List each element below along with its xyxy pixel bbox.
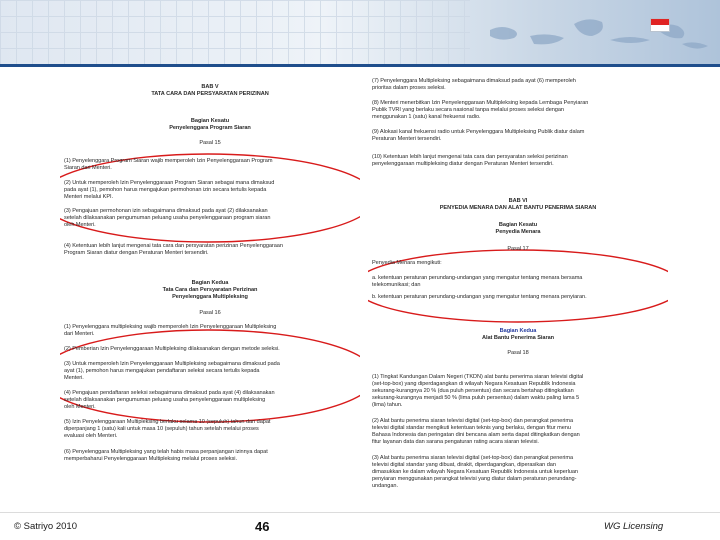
- document-line: televisi digital standar yang dibuat, dirakit, diperdagangkan, diperasikan dan: [372, 462, 556, 468]
- document-page-right: [368, 74, 668, 506]
- document-line: Pasal 18: [507, 350, 529, 356]
- document-line: menggunakan 1 (satu) kanal frekuensi radio.: [372, 114, 481, 120]
- document-line: Menteri.: [64, 375, 84, 381]
- footer-section-label: WG Licensing: [604, 521, 664, 532]
- document-line: undangan.: [372, 483, 398, 489]
- document-line: Menteri melalui KPI.: [64, 194, 114, 200]
- document-line: setelah dilaksanakan pengumuman peluang usaha penyelenggaraan multipleksing: [64, 397, 266, 403]
- document-line: (1) Tingkat Kandungan Dalam Negeri (TKDN) alat bantu penerima siaran televisi digital: [372, 374, 584, 380]
- document-line: BAB V: [201, 84, 219, 90]
- document-line: ayat (1), pemohon harus mengajukan pendaftaran seleksi secara tertulis kepada: [64, 368, 260, 374]
- document-line: fitur layanan data dan sarana pengaturan rating acara siaran televisi.: [372, 439, 539, 445]
- document-line: (lima) tahun.: [372, 402, 403, 408]
- document-line: Tata Cara dan Persyaratan Perizinan: [162, 287, 258, 293]
- document-line: oleh Menteri.: [64, 404, 96, 410]
- document-line: Penyelenggara Program Siaran: [169, 125, 251, 131]
- document-line: Pasal 15: [199, 140, 221, 146]
- document-line: (3) Pengajuan permohonan izin sebagaimana dimaksud pada ayat (2) dilaksanakan: [64, 208, 268, 214]
- document-line: sekurang-kurangnya menjadi 50 % (lima puluh persentus) dalam waktu paling lama 5: [372, 395, 580, 401]
- document-line: evaluasi oleh Menteri.: [64, 433, 118, 439]
- document-line: (2) Untuk memperoleh Izin Penyelenggaraan Program Siaran sebagai mana dimaksud: [64, 180, 275, 186]
- document-line: Bagian Kedua: [191, 280, 229, 286]
- document-line: Publik TVRI yang berlaku secara nasional tanpa melalui proses seleksi dengan: [372, 107, 564, 113]
- document-line: (2) Pemberian Izin Penyelenggaraan Multipleksing dilaksanakan dengan metode seleksi.: [64, 346, 280, 352]
- page-number: 46: [255, 519, 270, 534]
- document-line: Penyelenggara Multipleksing: [172, 294, 248, 300]
- document-line: (3) Untuk memperoleh Izin Penyelenggaraan Multipleksing sebagaimana dimaksud pada: [64, 361, 280, 367]
- document-line: BAB VI: [508, 198, 528, 204]
- document-line: (4) Pengajuan pendaftaran seleksi sebagaimana dimaksud pada ayat (4) dilaksanakan: [64, 390, 275, 396]
- document-line: (8) Menteri menerbitkan Izin Penyelenggaraan Multipleksing kepada Lembaga Penyiaran: [372, 100, 589, 106]
- document-line: memperbaharui Penyelenggaraan Multipleksing melalui proses seleksi.: [64, 456, 237, 462]
- document-line: (1) Penyelenggara Program Siaran wajib memperoleh Izin Penyelenggaraan Program: [64, 158, 273, 164]
- document-line: oleh Menteri.: [64, 222, 96, 228]
- document-page-left: [60, 74, 360, 506]
- document-line: Penyedia Menara: [495, 229, 541, 235]
- document-line: Alat Bantu Penerima Siaran: [481, 335, 555, 341]
- document-line: Siaran dari Menteri.: [64, 165, 112, 171]
- document-line: (set-top-box) yang diperdagangkan di wilayah Negara Kesatuan Republik Indonesia: [372, 381, 576, 387]
- annotation-ellipse-pasal16: [60, 330, 360, 422]
- document-line: Bagian Kedua: [499, 328, 537, 334]
- document-line: telekomunikasi; dan: [372, 282, 421, 288]
- document-line: (3) Alat bantu penerima siaran televisi digital (set-top-box) dan perangkat penerima: [372, 455, 574, 461]
- document-line: (5) Izin Penyelenggaraan Multipleksing berlaku selama 10 (sepuluh) tahun dan dapat: [64, 419, 271, 425]
- document-line: penyiaran menggunakan perangkat televisi yang diatur dalam peraturan perundang-: [372, 476, 577, 482]
- document-line: pada ayat (1), pemohon harus mengajukan permohonan izin secara tertulis kepada: [64, 187, 267, 193]
- document-line: (2) Alat bantu penerima siaran televisi digital (set-top-box) dan perangkat penerima: [372, 418, 574, 424]
- document-line: Peraturan Menteri tersendiri.: [372, 136, 442, 142]
- document-line: penyelenggaraan multipleksing diatur dengan Peraturan Menteri tersendiri.: [372, 161, 554, 167]
- document-line: Bagian Kesatu: [498, 222, 538, 228]
- header-grid-pattern: [0, 0, 470, 64]
- document-line: dari Menteri.: [64, 331, 95, 337]
- document-line: Bahasa Indonesia dan peringatan dini bencana alam serta dapat ditingkatkan dengan: [372, 432, 580, 438]
- document-line: (7) Penyelenggara Multipleksing sebagaimana dimaksud pada ayat (6) memperoleh: [372, 78, 576, 84]
- document-line: sekurang-kurangnya 20 % (dua puluh persentus) dan secara bertahap ditingkatkan: [372, 388, 574, 394]
- document-line: (6) Penyelenggara Multipleksing yang telah habis masa perpanjangan izinnya dapat: [64, 449, 268, 455]
- document-line: prioritas dalam proses seleksi.: [372, 85, 446, 91]
- document-line: PENYEDIA MENARA DAN ALAT BANTU PENERIMA SIARAN: [439, 205, 597, 211]
- document-line: Bagian Kesatu: [190, 118, 230, 124]
- document-line: Pasal 16: [199, 310, 221, 316]
- header-banner: [0, 0, 720, 64]
- document-line: TATA CARA DAN PERSYARATAN PERIZINAN: [151, 91, 269, 97]
- document-line: (4) Ketentuan lebih lanjut mengenai tata cara dan persyaratan perizinan Penyelenggaraan: [64, 243, 283, 249]
- document-line: Program Siaran diatur dengan Peraturan Menteri tersendiri.: [64, 250, 209, 256]
- document-line: (10) Ketentuan lebih lanjut mengenai tata cara dan persyaratan seleksi perizinan: [372, 154, 568, 160]
- document-line: Penyedia Menara mengikuti:: [372, 260, 442, 266]
- document-line: (1) Penyelenggara multipleksing wajib memperoleh Izin Penyelenggaraan Multipleksing: [64, 324, 277, 330]
- document-line: Pasal 17: [507, 246, 529, 252]
- map-graphic: [470, 0, 720, 64]
- document-line: setelah dilaksanakan pengumuman peluang usaha penyelenggaraan program siaran: [64, 215, 271, 221]
- indonesia-flag-icon: [650, 18, 670, 32]
- footer-rule: [0, 512, 720, 513]
- document-line: (9) Alokasi kanal frekuensi radio untuk Penyelenggara Multipleksing Publik diatur dalam: [372, 129, 585, 135]
- document-line: b. ketentuan peraturan perundang-undangan yang mengatur tentang menara penyiaran.: [372, 294, 587, 300]
- header-rule: [0, 64, 720, 67]
- document-line: diperpanjang 1 (satu) kali untuk masa 10 (sepuluh) tahun setelah melalui proses: [64, 426, 259, 432]
- document-line: a. ketentuan peraturan perundang-undangan yang mengatur tentang menara bersama: [372, 275, 583, 281]
- document-line: televisi digital standar mengikuti ketentuan teknis yang berlaku, dengan fitur menu: [372, 425, 571, 431]
- footer-copyright: © Satriyo 2010: [14, 521, 77, 532]
- document-line: dimasukkan ke dalam wilayah Negara Kesatuan Republik Indonesia untuk keperluan: [372, 469, 578, 475]
